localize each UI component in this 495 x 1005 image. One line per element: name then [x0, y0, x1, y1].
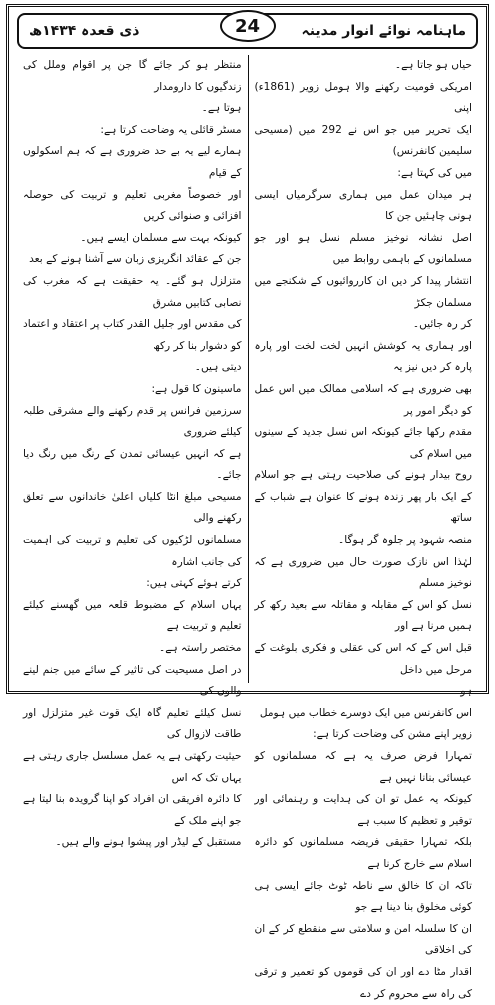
text-line: مسٹر قائلی یہ وضاحت کرتا ہے: [100, 123, 242, 136]
text-line: زویر اپنے مشن کی وضاحت کرتا ہے: [313, 728, 472, 741]
text-line: دیتی ہیں۔ [194, 361, 242, 374]
text-line: ماسینون کا قول ہے: [151, 382, 242, 395]
text-line: کی مقدس اور جلیل القدر کتاب پر اعتقاد و اعتماد کو دشوار بنا کر رکھ [23, 318, 242, 352]
text-line: کیونکہ یہ عمل تو ان کی ہدایت و رہنمائی اور توقیر و تعظیم کا سبب ہے [254, 793, 472, 827]
text-line: اصل نشانہ نوخیز مسلم نسل ہو اور جو مسلمانوں کے باہمی روابط میں [254, 231, 472, 266]
text-line: جن کے عقائد انگریزی زبان سے آشنا ہونے کے بعد [29, 253, 242, 266]
text-line: ہے کہ انہیں عیسائی تمدن کے رنگ میں رنگ دیا جائے۔ [23, 447, 242, 482]
text-line: کر رہ جائیں۔ [412, 318, 472, 331]
issue-date: ذی قعدہ ۱۴۳۴ھ [29, 23, 140, 39]
text-line: نسل کو اس کے مقابلہ و مقاتلہ سے بعید رکھ کر ہمیں مرنا ہے اور [254, 598, 472, 633]
text-line: ہوتا ہے۔ [201, 102, 242, 115]
text-line: بھی ضروری ہے کہ اسلامی ممالک میں اس عمل کو دیگر امور پر [254, 382, 472, 417]
text-line: کرتے ہوئے کہتی ہیں: [146, 577, 242, 590]
text-line: بلکہ تمہارا حقیقی فریضہ مسلمانوں کو دائرہ اسلام سے خارج کرنا ہے [254, 836, 472, 870]
text-line: اور ہماری یہ کوشش انہیں لخت لخت اور پارہ پارہ کر دیں نیز یہ [254, 339, 472, 374]
text-line: منتظر ہو کر جائے گا جن پر اقوام وملل کی زندگیوں کا دارومدار [23, 59, 242, 93]
text-line: یہاں اسلام کے مضبوط قلعہ میں گھسنے کیلئے تعلیم و تربیت ہے [23, 598, 242, 633]
text-line: کیونکہ بہت سے مسلمان ایسے ہیں۔ [80, 231, 242, 244]
text-line: اقدار مٹا دے اور ان کی قوموں کو تعمیر و ترقی کی راہ سے محروم کر دے [254, 965, 472, 1000]
text-line: مسیحی مبلغ انٹا کلیاں اعلیٰ خاندانوں سے تعلق رکھنے والی [23, 490, 242, 525]
right-column [248, 55, 479, 1000]
text-line: نسل کیلئے تعلیم گاہ ایک قوت غیر متزلزل اور طاقت لازوال کی [23, 706, 242, 741]
left-column [17, 55, 248, 849]
page-frame [6, 4, 489, 1000]
text-line: ان کا سلسلہ امن و سلامتی سے منقطع کر کے ان کی اخلاقی [254, 922, 472, 957]
text-line: کا دائرہ افریقی ان افراد کو اپنا گرویدہ بنا لیتا ہے جو اپنے ملک کے [23, 793, 242, 827]
text-line: اس کانفرنس میں ایک دوسرے خطاب میں ہومل [259, 706, 472, 719]
text-line: اور خصوصاً مغربی تعلیم و تربیت کی حوصلہ افزائی و صنوائی کریں [23, 188, 242, 223]
article-body [17, 55, 478, 1000]
text-line: روح بیدار ہونے کی صلاحیت رہتی ہے جو اسلام کے ایک بار پھر زندہ ہونے کا عنوان ہے شباب کے ساتھ [254, 469, 472, 525]
text-line: تاکہ ان کا خالق سے ناطہ ٹوٹ جائے ایسی ہی کوئی مخلوق بنا دینا ہے جو [254, 879, 472, 914]
text-line: مختصر راستہ ہے۔ [159, 642, 242, 655]
text-line: حیثیت رکھتی ہے یہ عمل مسلسل جاری رہتی ہے یہاں تک کہ اس [23, 750, 242, 784]
text-line: سرزمین فرانس پر قدم رکھنے والے مشرقی طلبہ کیلئے ضروری [23, 404, 242, 439]
text-line: مستقبل کے لیڈر اور پیشوا ہونے والے ہیں۔ [55, 836, 242, 849]
text-line: قبل اس کے کہ اس کی عقلی و فکری بلوغت کے مرحل میں داخل [254, 642, 472, 676]
text-line: امریکی قومیت رکھنے والا ہومل زویر (1861ء) اپنی [254, 80, 472, 115]
text-line: مسلمانوں لڑکیوں کی تعلیم و تربیت کی اہمیت کی جانب اشارہ [23, 534, 242, 568]
text-line: انتشار پیدا کر دیں ان کارروائیوں کے شکنجے میں مسلمان جکڑ [254, 274, 472, 309]
text-line: ہر میدان عمل میں ہماری سرگرمیاں ایسی ہونی چاہئیں جن کا [254, 188, 472, 223]
text-line: متزلزل ہو گئے۔ یہ حقیقت ہے کہ مغرب کی نصابی کتابیں مشرق [23, 274, 242, 309]
text-line: مقدم رکھا جائے کیونکہ اس نسل جدید کے سینوں میں اسلام کی [254, 426, 472, 460]
text-line: لہٰذا اس نازک صورت حال میں ضروری ہے کہ نوخیز مسلم [254, 555, 472, 590]
text-line: ہمارے لیے یہ بے حد ضروری ہے کہ ہم اسکولوں کے قیام [23, 145, 242, 179]
page-number: 24 [220, 10, 276, 42]
text-line: میں کی کہتا ہے: [397, 166, 472, 179]
text-line: در اصل مسیحیت کی تاثیر کے سائے میں جنم لینے والوں کی [23, 663, 242, 698]
text-line: منصہ شہود پر جلوہ گر ہوگا۔ [338, 534, 472, 547]
text-line: ایک تحریر میں جو اس نے 292 میں (مسیحی سلیمین کانفرنس) [254, 123, 472, 158]
text-line: ہو۔ [454, 685, 472, 698]
text-line: حیاں ہو جاتا ہے۔ [394, 59, 472, 71]
magazine-title: ماہنامہ نوائے انوار مدینہ [301, 23, 466, 39]
text-line: تمہارا فرض صرف یہ ہے کہ مسلمانوں کو عیسائی بنانا نہیں ہے [254, 750, 472, 784]
